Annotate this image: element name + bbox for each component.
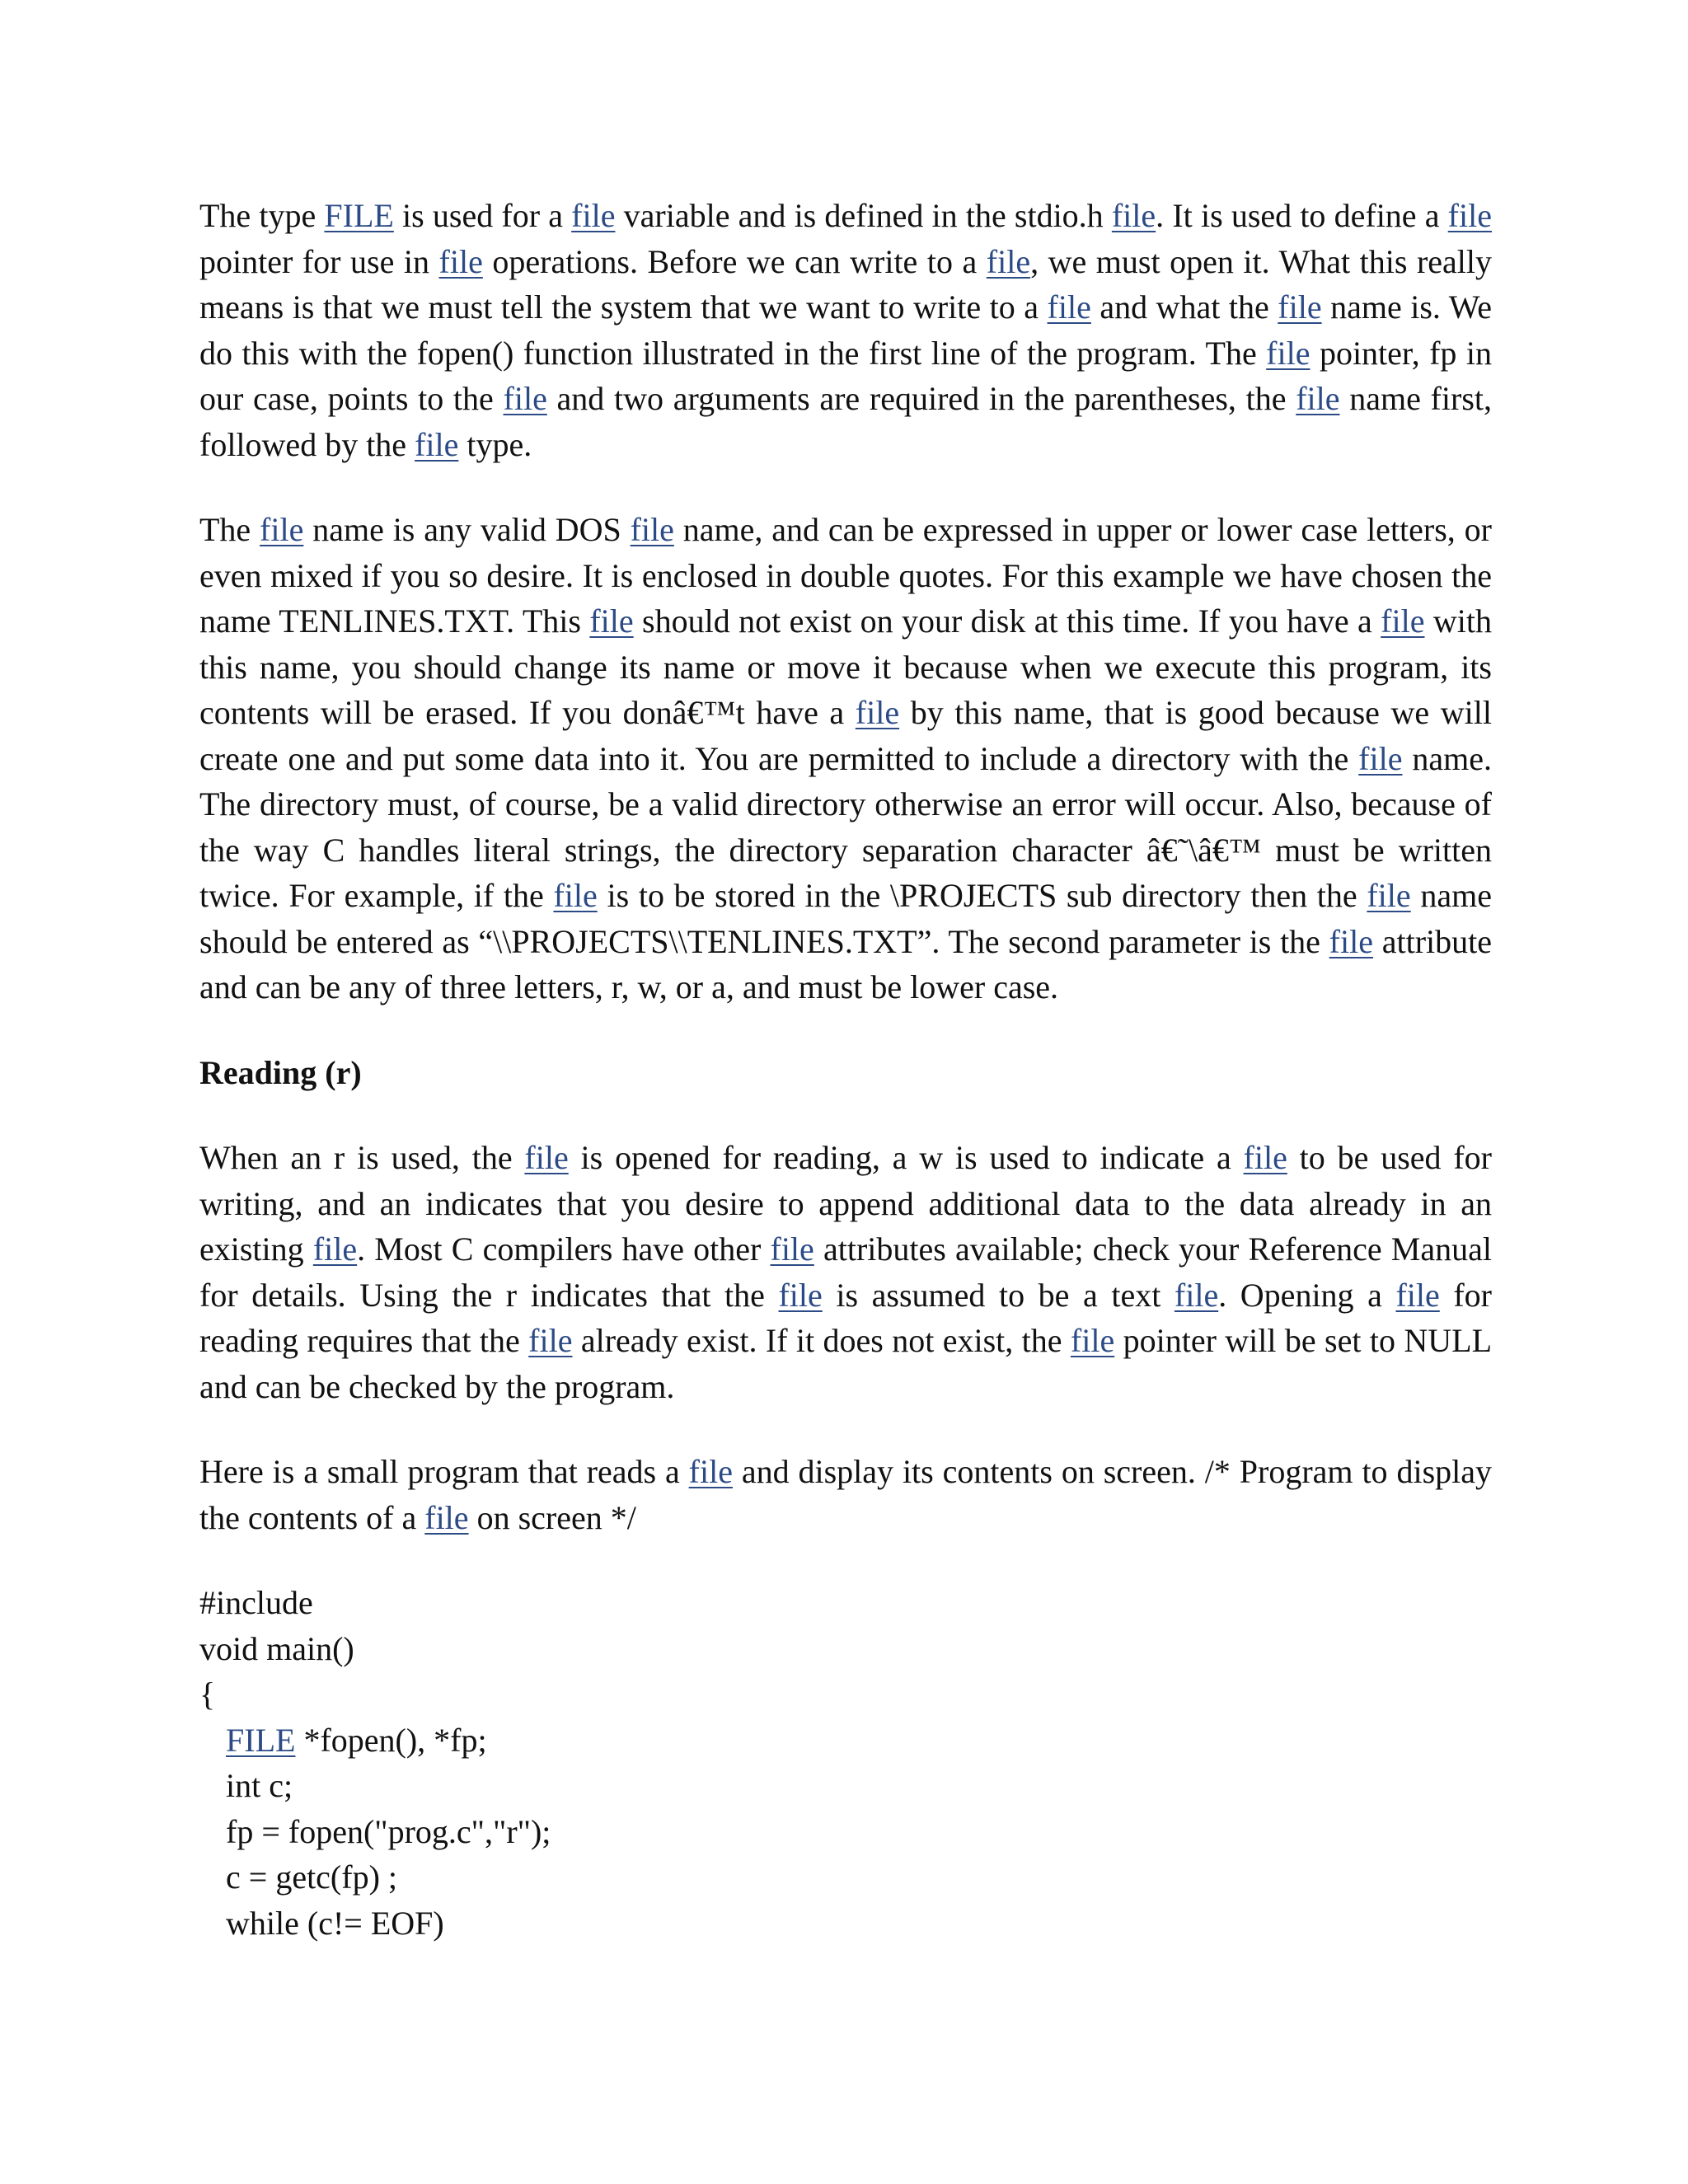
code-line	[199, 1809, 1492, 1855]
text-run: should not exist on your disk at this time. If you have a	[633, 602, 1381, 640]
text-run: and what the	[1090, 288, 1278, 326]
text-run: is opened for reading, a w is used to indicate a	[568, 1139, 1244, 1176]
file-link[interactable]: file	[778, 1276, 823, 1314]
file-link[interactable]: file	[1381, 602, 1425, 640]
file-link[interactable]: file	[524, 1139, 569, 1176]
text-run: and two arguments are required in the parentheses, the	[546, 380, 1296, 417]
file-link[interactable]: FILE	[324, 197, 394, 234]
code-line	[199, 1626, 1492, 1672]
text-run: pointer will be set to NULL and can be checked by the program.	[199, 1322, 1492, 1405]
file-link[interactable]: file	[1329, 922, 1373, 960]
file-link[interactable]: file	[1243, 1139, 1287, 1176]
text-run: is assumed to be a text	[822, 1276, 1175, 1314]
file-link[interactable]: file	[855, 694, 900, 731]
text-run: attributes available; check your Reference Manual for details. Using the r indicates that the	[199, 1230, 1492, 1314]
paragraph-program-intro	[199, 1449, 1492, 1540]
section-heading-reading: Reading (r)	[199, 1053, 362, 1091]
text-run: variable and is defined in the stdio.h	[615, 197, 1112, 234]
text-run: type.	[458, 425, 532, 463]
document-page	[199, 193, 1492, 1946]
text-run: on screen */	[468, 1498, 636, 1536]
file-link[interactable]: file	[1111, 197, 1156, 234]
text-run: name, and can be expressed in upper or lower case letters, or even mixed if you so desire. It is enclosed in double quotes. For this example we have chosen the name TENLINES.TXT. This	[199, 511, 1492, 640]
text-run: int c;	[226, 1767, 293, 1804]
file-link[interactable]: file	[438, 242, 483, 280]
paragraph-file-name-rules	[199, 507, 1492, 1010]
text-run: operations. Before we can write to a	[482, 242, 987, 280]
code-listing	[199, 1580, 1492, 1946]
file-link[interactable]: file	[528, 1322, 573, 1359]
file-link[interactable]: file	[1047, 288, 1091, 326]
paragraph-reading-mode	[199, 1135, 1492, 1409]
text-run: fp = fopen("prog.c","r");	[226, 1812, 551, 1850]
code-line	[199, 1763, 1492, 1809]
file-link[interactable]: file	[553, 877, 598, 914]
text-run: and display its contents on screen. /* Program to display the contents of a	[199, 1453, 1492, 1536]
file-link[interactable]: file	[1395, 1276, 1440, 1314]
file-link[interactable]: file	[1296, 380, 1340, 417]
text-run: attribute and can be any of three letters, r, w, or a, and must be lower case.	[199, 922, 1492, 1005]
text-run: Here is a small program that reads a	[199, 1453, 689, 1490]
text-run: is to be stored in the \PROJECTS sub directory then the	[597, 877, 1367, 914]
text-run: The type	[199, 197, 325, 234]
text-run: while (c!= EOF)	[226, 1904, 444, 1942]
text-run: . It is used to define a	[1156, 197, 1448, 234]
text-run: name first, followed by the	[199, 380, 1492, 463]
text-run: pointer, fp in our case, points to the	[199, 334, 1492, 417]
file-link[interactable]: file	[1367, 877, 1411, 914]
file-link[interactable]: file	[1447, 197, 1492, 234]
file-link[interactable]: file	[589, 602, 634, 640]
file-link[interactable]: file	[1358, 739, 1403, 777]
file-link[interactable]: file	[1070, 1322, 1115, 1359]
text-run: void main()	[199, 1629, 354, 1667]
code-line	[199, 1671, 1492, 1718]
file-link[interactable]: file	[260, 511, 304, 548]
paragraph-file-type-intro	[199, 193, 1492, 467]
text-run: pointer for use in	[199, 242, 439, 280]
text-run: . Most C compilers have other	[357, 1230, 771, 1268]
file-link[interactable]: file	[415, 425, 459, 463]
file-link[interactable]: file	[571, 197, 616, 234]
file-link[interactable]: file	[424, 1498, 469, 1536]
file-link[interactable]: file	[1278, 288, 1322, 326]
text-run: name is any valid DOS	[303, 511, 631, 548]
file-link[interactable]: file	[630, 511, 674, 548]
file-link[interactable]: file	[312, 1230, 358, 1268]
file-link[interactable]: file	[1174, 1276, 1219, 1314]
text-run: When an r is used, the	[199, 1139, 525, 1176]
text-run: The	[199, 511, 260, 548]
text-run: to be used for writing, and an indicates that you desire to append additional data to the data already in an existing	[199, 1139, 1492, 1268]
text-run: already exist. If it does not exist, the	[572, 1322, 1071, 1359]
text-run: is used for a	[393, 197, 572, 234]
file-link[interactable]: FILE	[226, 1721, 296, 1759]
text-run: name should be entered as “\\PROJECTS\\TENLINES.TXT”. The second parameter is the	[199, 877, 1492, 960]
text-run: . Opening a	[1218, 1276, 1396, 1314]
code-line	[199, 1900, 1492, 1947]
text-run: #include	[199, 1584, 313, 1621]
text-run: for reading requires that the	[199, 1276, 1493, 1359]
text-run: name. The directory must, of course, be a valid directory otherwise an error will occur. Also, because of the way C handles literal strings, the directory separation character â€˜\â€™ must be written twice. For example, if the	[199, 739, 1492, 914]
file-link[interactable]: file	[986, 242, 1031, 280]
file-link[interactable]: file	[503, 380, 547, 417]
file-link[interactable]: file	[1266, 334, 1311, 372]
text-run: *fopen(), *fp;	[295, 1721, 487, 1759]
code-line	[199, 1580, 1492, 1626]
text-run: {	[199, 1675, 216, 1713]
text-run: , we must open it. What this really means is that we must tell the system that we want to write to a	[199, 242, 1493, 326]
text-run: with this name, you should change its name or move it because when we execute this program, its contents will be erased. If you donâ€™t have a	[199, 602, 1492, 731]
file-link[interactable]: file	[770, 1230, 814, 1268]
code-line	[199, 1718, 1492, 1764]
text-run: name is. We do this with the fopen() function illustrated in the first line of the program. The	[199, 288, 1493, 372]
text-run: by this name, that is good because we will create one and put some data into it. You are permitted to include a directory with the	[199, 694, 1492, 777]
text-run: c = getc(fp) ;	[226, 1858, 398, 1896]
code-line	[199, 1854, 1492, 1900]
file-link[interactable]: file	[688, 1453, 733, 1490]
